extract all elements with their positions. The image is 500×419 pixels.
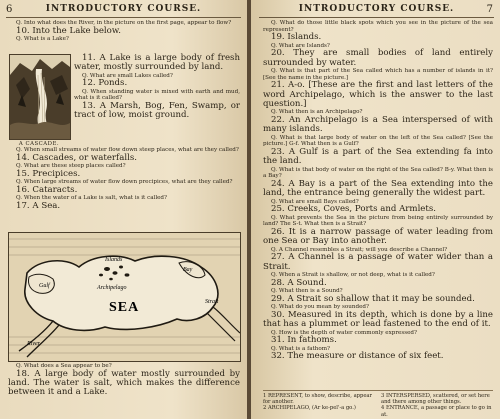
left-head-rule xyxy=(6,17,241,18)
cascade-picture-icon xyxy=(10,55,70,139)
left-line-answer: 11. A Lake is a large body of fresh water, mostly surrounded by land. xyxy=(74,53,240,73)
right-line-question: Q. What is a fathom? xyxy=(271,345,331,352)
right-line-answer: 23. A Gulf is a part of the Sea extending fa into the land. xyxy=(263,147,493,167)
footnote: 4 ENTRANCE, a passage or place to go in at. xyxy=(381,405,492,418)
right-line-answer: 20. They are small bodies of land entirely surrounded by water. xyxy=(263,48,493,68)
right-line-question: Q. A Channel resembles a Strait; will you describe a Channel? xyxy=(271,246,448,253)
right-running-head xyxy=(259,4,494,16)
left-line-answer: 13. A Marsh, Bog, Fen, Swamp, or tract of low, moist ground. xyxy=(74,101,240,121)
right-line-question: Q. What is that body of water on the right of the Sea called? B-y. What then is a Bay? xyxy=(263,166,493,180)
right-head-rule xyxy=(259,17,494,18)
right-line-answer: 25. Creeks, Coves, Ports and Armlets. xyxy=(271,204,436,215)
left-top-lines xyxy=(8,20,240,43)
right-page-title: INTRODUCTORY COURSE. xyxy=(298,4,455,14)
cascade-illustration xyxy=(9,54,71,140)
right-line-answer: 24. A Bay is a part of the Sea extending into the land, the entrance being generally the widest part. xyxy=(263,179,493,199)
left-line-question: Q. When small streams of water flow down steep places, what are they called? xyxy=(16,147,239,153)
map-label-river: River xyxy=(27,341,40,347)
right-line-answer: 27. A Channel is a passage of water wider than a Strait. xyxy=(263,252,493,272)
left-line-question: Q. What are small Lakes called? xyxy=(82,72,173,79)
left-line-answer: 16. Cataracts. xyxy=(16,184,78,195)
right-line-question: Q. What is that large body of water on the left of the Sea called? [See the picture.] G-f. What then is a Gulf? xyxy=(263,134,493,148)
left-line-answer: 17. A Sea. xyxy=(16,200,61,211)
right-line-question: Q. What are small Bays called? xyxy=(271,198,359,205)
footnotes-right xyxy=(381,393,493,418)
right-line-question: Q. What do those little black spots which you see in the picture of the sea represent? xyxy=(263,20,493,33)
footnotes-left xyxy=(263,393,375,412)
left-line-question: Q. What does a Sea appear to be? xyxy=(16,363,112,369)
right-line-question: Q. What then is a Sound? xyxy=(271,288,343,295)
right-line-question: Q. How is the depth of water commonly expressed? xyxy=(271,329,417,336)
right-line-question: Q. What are Islands? xyxy=(271,42,330,49)
left-line-answer: 18. A large body of water mostly surrounded by land. The water is salt, which makes the difference between it and a Lake. xyxy=(8,368,240,398)
cascade-caption: A CASCADE. xyxy=(18,141,60,147)
left-line-question: Q. When the water of a Lake is salt, what is it called? xyxy=(16,195,168,201)
left-line-question: Q. When large streams of water flow down precipices, what are they called? xyxy=(16,179,233,185)
left-line-answer: 15. Precipices. xyxy=(16,168,81,179)
left-line-question: Q. Into what does the River, in the picture on the first page, appear to flow? xyxy=(16,20,232,26)
left-line-answer: 12. Ponds. xyxy=(82,78,128,89)
left-page-title: INTRODUCTORY COURSE. xyxy=(45,4,202,14)
footnote: 2 ARCHIPELAGO, (Ar ke-pel'-a go.) xyxy=(263,405,356,412)
right-line-question: Q. What is that part of the Sea called which has a number of islands in it? [See the name in the picture.] xyxy=(263,68,493,81)
left-middle-lines xyxy=(8,147,240,211)
right-line-answer: 19. Islands. xyxy=(271,32,322,43)
right-line-answer: 28. A Sound. xyxy=(271,277,327,288)
left-running-head xyxy=(6,4,241,16)
left-line-question: Q. What are these steep places called? xyxy=(16,163,126,169)
left-page-number: 6 xyxy=(6,4,14,15)
right-body-lines xyxy=(263,20,493,362)
right-line-answer: 32. The measure or distance of six feet. xyxy=(271,351,444,362)
right-line-answer: 22. An Archipelago is a Sea interspersed of with many islands. xyxy=(263,115,493,135)
left-line-question: Q. What is a Lake? xyxy=(16,36,69,42)
left-bottom-lines xyxy=(8,363,240,398)
map-label-gulf: Gulf xyxy=(39,283,50,289)
right-line-question: Q. When a Strait is shallow, or not deep, what is it called? xyxy=(271,272,435,279)
sea-map-illustration xyxy=(8,232,241,362)
footnote: 1 REPRESENT, to show, describe, appear for another. xyxy=(263,393,372,406)
left-line-answer: 14. Cascades, or waterfalls. xyxy=(16,152,137,163)
right-line-answer: 31. In fathoms. xyxy=(271,335,337,346)
right-line-answer: 21. A-o. [These are the first and last letters of the word Archipelago, which is the answer to the last question.] xyxy=(263,80,493,109)
map-label-bay: Bay xyxy=(183,267,193,273)
footnote: 3 INTERSPERSED, scattered, or set here and there among other things. xyxy=(381,393,490,406)
left-beside-cascade xyxy=(74,54,240,121)
map-label-strait: Strait xyxy=(205,299,219,305)
sea-map-picture-icon xyxy=(9,233,240,361)
footnote-rule xyxy=(263,390,493,391)
left-line-answer: 10. Into the Lake below. xyxy=(16,25,121,36)
right-line-answer: 29. A Strait so shallow that it may be sounded. xyxy=(271,293,475,304)
right-page-number: 7 xyxy=(486,4,494,15)
map-label-sea: SEA xyxy=(109,300,140,315)
right-line-answer: 30. Measured in its depth, which is done by a line that has a plummet or lead fastened to the end of it. xyxy=(263,309,493,330)
left-page xyxy=(0,0,247,419)
right-line-question: Q. What do you mean by sounded? xyxy=(271,304,369,311)
right-line-question: Q. What prevents the Sea in the picture from being entirely surrounded by land? The S-t. What then is a Strait? xyxy=(263,214,493,228)
right-line-answer: 26. It is a narrow passage of water leading from one Sea or Bay into another. xyxy=(263,227,493,247)
right-line-question: Q. What then is an Archipelago? xyxy=(271,109,363,116)
left-line-question: Q. When standing water is mixed with earth and mud, what is it called? xyxy=(74,88,240,102)
map-label-archipelago: Archipelago xyxy=(97,285,127,291)
map-label-islands: Islands xyxy=(105,257,123,263)
right-page xyxy=(251,0,500,419)
